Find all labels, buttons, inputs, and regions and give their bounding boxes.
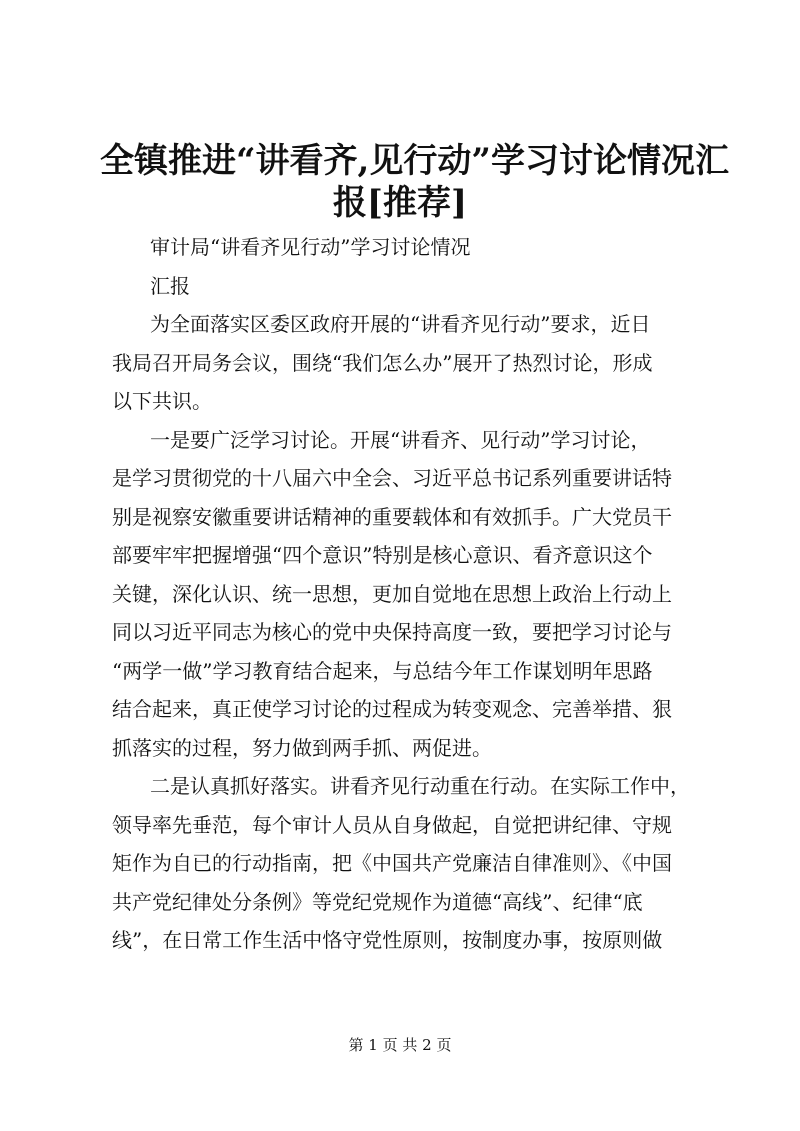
text-line: 同以习近平同志为核心的党中央保持高度一致，要把学习讨论与 [112, 620, 672, 644]
text-line: 为全面落实区委区政府开展的“讲看齐见行动”要求，近日 [150, 312, 651, 336]
text-line: 抓落实的过程，努力做到两手抓、两促进。 [112, 735, 492, 760]
text-line: 关键，深化认识、统一思想，更加自觉地在思想上政治上行动上 [112, 581, 672, 606]
text-line: 别是视察安徽重要讲话精神的重要载体和有效抓手。广大党员干 [112, 504, 672, 529]
text-line: 领导率先垂范，每个审计人员从自身做起，自觉把讲纪律、守规 [112, 812, 672, 837]
document-title [100, 140, 729, 224]
text-line: 共产党纪律处分条例》等党纪党规作为道德“高线”、纪律“底 [112, 889, 643, 914]
page-footer: 第 1 页 共 2 页 [348, 1036, 452, 1054]
text-line: “两学一做”学习教育结合起来，与总结今年工作谋划明年思路 [112, 658, 653, 683]
title-line-1: 全镇推进“讲看齐,见行动”学习讨论情况汇 [100, 141, 729, 181]
document-body [112, 228, 712, 960]
text-line: 二是认真抓好落实。讲看齐见行动重在行动。在实际工作中， [150, 774, 690, 798]
text-line: 线”，在日常工作生活中恪守党性原则，按制度办事，按原则做 [112, 928, 663, 952]
text-line: 结合起来，真正使学习讨论的过程成为转变观念、完善举措、狠 [112, 697, 672, 721]
text-line: 审计局“讲看齐见行动”学习讨论情况 [150, 235, 471, 259]
title-line-2: 报[推荐] [332, 183, 468, 223]
text-line: 以下共识。 [112, 389, 212, 413]
text-line: 是学习贯彻党的十八届六中全会、习近平总书记系列重要讲话特 [112, 466, 672, 490]
text-line: 矩作为自已的行动指南，把《中国共产党廉洁自律准则》、《中国 [112, 851, 672, 875]
text-line: 我局召开局务会议，围绕“我们怎么办”展开了热烈讨论，形成 [112, 350, 653, 375]
text-line: 部要牢牢把握增强“四个意识”特别是核心意识、看齐意识这个 [112, 543, 653, 567]
text-line: 一是要广泛学习讨论。开展“讲看齐、见行动”学习讨论， [150, 427, 651, 452]
text-line: 汇报 [150, 273, 190, 298]
